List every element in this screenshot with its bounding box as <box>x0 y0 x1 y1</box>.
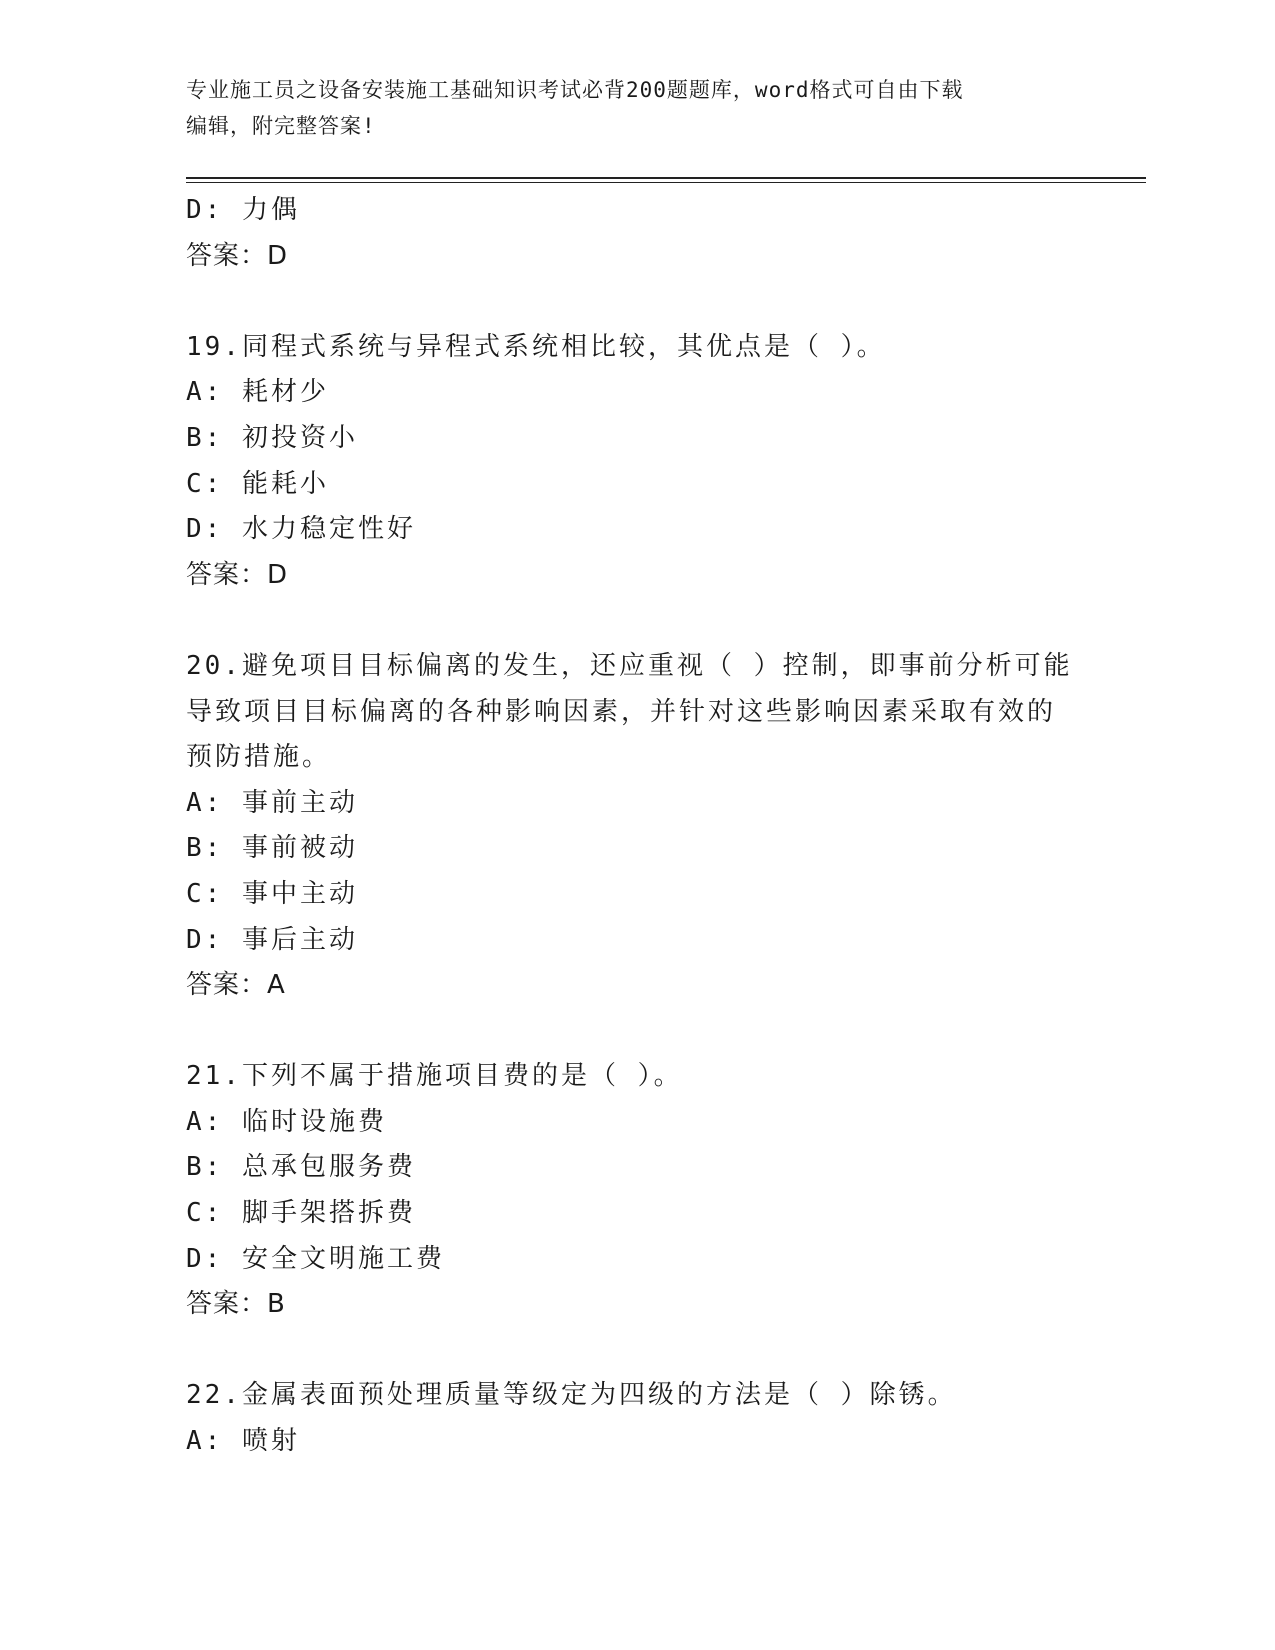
spacer <box>186 1009 1086 1055</box>
q19-option-b: B: 初投资小 <box>186 422 358 453</box>
q19-option-d: D: 水力稳定性好 <box>186 514 416 545</box>
q22-option-a: A: 喷射 <box>186 1426 300 1457</box>
header-rule-thick <box>186 177 1146 179</box>
question-content <box>186 188 1086 1465</box>
q21-option-a: A: 临时设施费 <box>186 1106 387 1137</box>
q20-stem-line-3: 预防措施。 <box>186 742 332 773</box>
q20-option-d: D: 事后主动 <box>186 924 358 955</box>
q19-option-c: C: 能耗小 <box>186 468 329 499</box>
q20-option-b: B: 事前被动 <box>186 833 358 864</box>
spacer <box>186 279 1086 325</box>
header-line-1: 专业施工员之设备安装施工基础知识考试必背200题题库，word格式可自由下载 <box>186 78 964 102</box>
prev-option-d: D: 力偶 <box>186 195 300 225</box>
q21-answer: 答案：B <box>186 1289 286 1320</box>
q20-stem-line-1: 20.避免项目目标偏离的发生，还应重视（ ）控制，即事前分析可能 <box>186 650 1073 681</box>
q20-option-a: A: 事前主动 <box>186 787 358 818</box>
q21-option-d: D: 安全文明施工费 <box>186 1243 445 1274</box>
page-header <box>186 72 1086 144</box>
q20-option-c: C: 事中主动 <box>186 878 358 909</box>
q19-answer: 答案：D <box>186 559 289 590</box>
q21-option-b: B: 总承包服务费 <box>186 1152 416 1183</box>
q21-stem: 21.下列不属于措施项目费的是（ ）。 <box>186 1061 683 1092</box>
q20-stem-line-2: 导致项目目标偏离的各种影响因素，并针对这些影响因素采取有效的 <box>186 696 1057 727</box>
header-line-2: 编辑，附完整答案! <box>186 114 376 138</box>
spacer <box>186 1328 1086 1374</box>
q22-stem: 22.金属表面预处理质量等级定为四级的方法是（ ）除锈。 <box>186 1380 957 1411</box>
q21-option-c: C: 脚手架搭拆费 <box>186 1198 416 1229</box>
q19-stem: 19.同程式系统与异程式系统相比较，其优点是（ ）。 <box>186 331 886 362</box>
q19-option-a: A: 耗材少 <box>186 377 329 408</box>
q20-answer: 答案：A <box>186 970 286 1001</box>
header-rule-thin <box>186 182 1146 183</box>
spacer <box>186 598 1086 644</box>
prev-answer: 答案：D <box>186 240 289 271</box>
